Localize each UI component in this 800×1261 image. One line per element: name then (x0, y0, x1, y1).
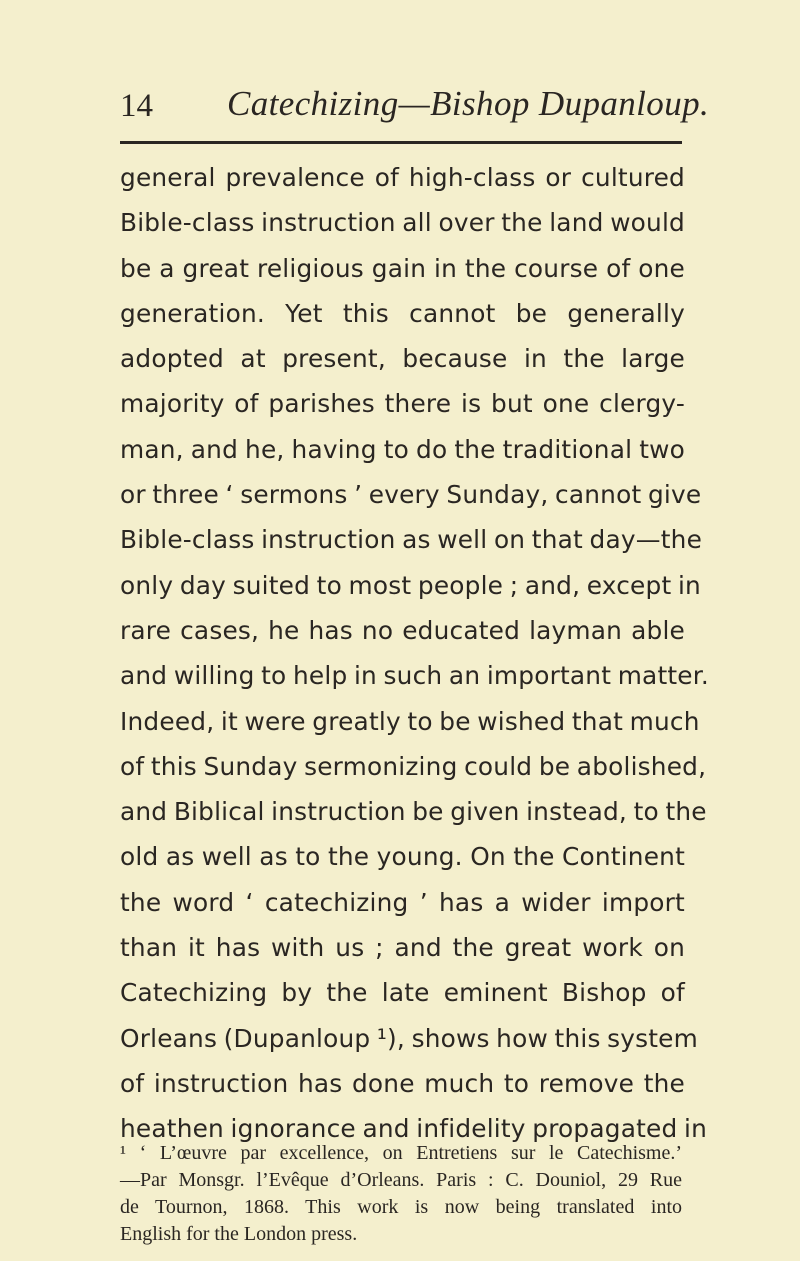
running-title: Catechizing—Bishop Dupanloup. (227, 84, 710, 123)
text-line: Indeed, it were greatly to be wished that much (120, 706, 700, 736)
text-line: the word ‘ catechizing ’ has a wider import (120, 887, 685, 917)
page-header (0, 0, 800, 145)
text-line: general prevalence of high-class or cultured (120, 163, 685, 192)
text-line: and Biblical instruction be given instead, to the (120, 797, 707, 827)
text-line: Bible-class instruction as well on that day—the (120, 525, 703, 555)
footnote-line: English for the London press. (120, 1223, 358, 1245)
text-line: and willing to help in such an important matter. (120, 661, 709, 691)
footnote-line: de Tournon, 1868. This work is now being translated into (120, 1196, 682, 1218)
text-line: adopted at present, because in the large (120, 344, 685, 374)
text-line: of this Sunday sermonizing could be abolished, (120, 751, 707, 781)
text-line: of instruction has done much to remove the (120, 1068, 685, 1098)
footnote-line: ¹ ‘ L’œuvre par excellence, on Entretiens sur le Catechisme.’ (120, 1142, 682, 1164)
text-line: man, and he, having to do the traditional two (120, 434, 685, 464)
text-line: be a great religious gain in the course of one (120, 253, 685, 283)
text-line: only day suited to most people ; and, except in (120, 570, 701, 600)
text-line: or three ‘ sermons ’ every Sunday, cannot give (120, 480, 702, 510)
text-line: heathen ignorance and infidelity propagated in (120, 1114, 708, 1144)
body-text (120, 155, 709, 1152)
text-line: generation. Yet this cannot be generally (120, 298, 685, 328)
page-number: 14 (120, 88, 153, 124)
text-line: than it has with us ; and the great work on (120, 933, 685, 963)
text-line: Orleans (Dupanloup ¹), shows how this system (120, 1023, 698, 1053)
footnote (120, 1140, 682, 1248)
text-line: rare cases, he has no educated layman able (120, 615, 685, 645)
text-line: Bible-class instruction all over the land would (120, 208, 685, 238)
footnote-line: —Par Monsgr. l’Evêque d’Orleans. Paris : C. Douniol, 29 Rue (120, 1169, 682, 1191)
text-line: majority of parishes there is but one clergy- (120, 389, 685, 419)
header-rule (120, 141, 682, 144)
text-line: old as well as to the young. On the Continent (120, 842, 685, 872)
text-line: Catechizing by the late eminent Bishop of (120, 978, 685, 1008)
